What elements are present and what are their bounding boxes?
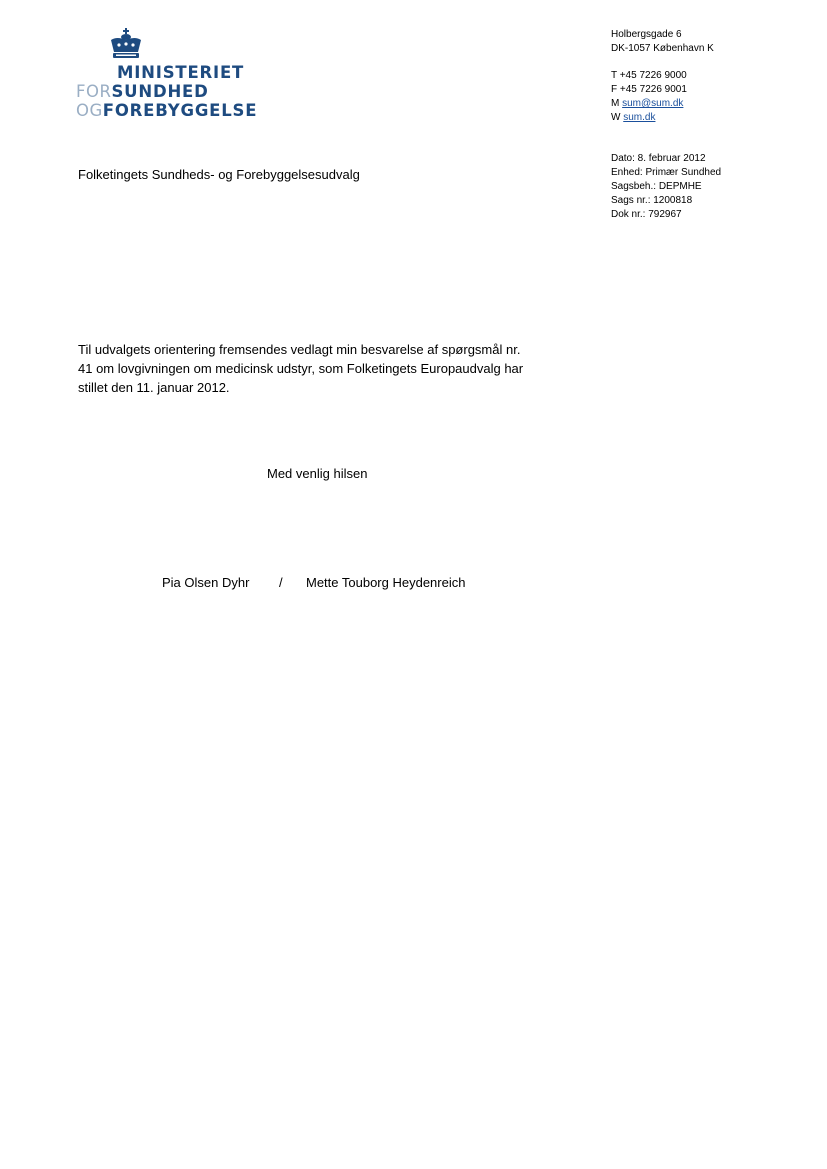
meta-document-number: Dok nr.: 792967 bbox=[611, 209, 682, 220]
sender-phone: T +45 7226 9000 bbox=[611, 70, 687, 81]
document-meta bbox=[611, 152, 721, 222]
sender-contact bbox=[611, 69, 687, 125]
meta-case-handler: Sagsbeh.: DEPMHE bbox=[611, 181, 702, 192]
logo-line-forebyggelse bbox=[76, 101, 257, 120]
signature-separator: / bbox=[279, 575, 283, 590]
sender-address bbox=[611, 28, 714, 56]
logo-word-sundhed: SUNDHED bbox=[111, 82, 209, 101]
web-prefix: W bbox=[611, 112, 621, 123]
sender-street: Holbergsgade 6 bbox=[611, 29, 682, 40]
body-line-1: Til udvalgets orientering fremsendes vedlagt min besvarelse af spørgsmål nr. bbox=[78, 342, 521, 357]
sender-city: DK-1057 København K bbox=[611, 43, 714, 54]
sender-mail-line bbox=[611, 97, 687, 111]
web-link[interactable]: sum.dk bbox=[623, 112, 656, 123]
mail-prefix: M bbox=[611, 98, 620, 109]
logo-prefix-for: FOR bbox=[76, 82, 112, 101]
closing-greeting: Med venlig hilsen bbox=[267, 466, 368, 481]
meta-date: Dato: 8. februar 2012 bbox=[611, 153, 706, 164]
body-line-2: 41 om lovgivningen om medicinsk udstyr, som Folketingets Europaudvalg har bbox=[78, 361, 524, 376]
sender-web-line bbox=[611, 111, 687, 125]
sender-fax: F +45 7226 9001 bbox=[611, 84, 687, 95]
signature-name-1: Pia Olsen Dyhr bbox=[162, 575, 250, 590]
recipient: Folketingets Sundheds- og Forebyggelsesudvalg bbox=[78, 167, 360, 182]
meta-unit: Enhed: Primær Sundhed bbox=[611, 167, 722, 178]
logo-line-sundhed bbox=[76, 82, 209, 101]
logo-word-forebyggelse: FOREBYGGELSE bbox=[102, 101, 258, 120]
body-line-3: stillet den 11. januar 2012. bbox=[78, 380, 230, 395]
ministry-logo bbox=[76, 28, 256, 120]
royal-crown-icon bbox=[107, 28, 145, 60]
logo-prefix-og: OG bbox=[76, 101, 103, 120]
logo-line-ministeriet: MINISTERIET bbox=[117, 63, 245, 82]
letter-body bbox=[78, 340, 578, 397]
meta-case-number: Sags nr.: 1200818 bbox=[611, 195, 693, 206]
signature-name-2: Mette Touborg Heydenreich bbox=[306, 575, 466, 590]
mail-link[interactable]: sum@sum.dk bbox=[622, 98, 684, 109]
